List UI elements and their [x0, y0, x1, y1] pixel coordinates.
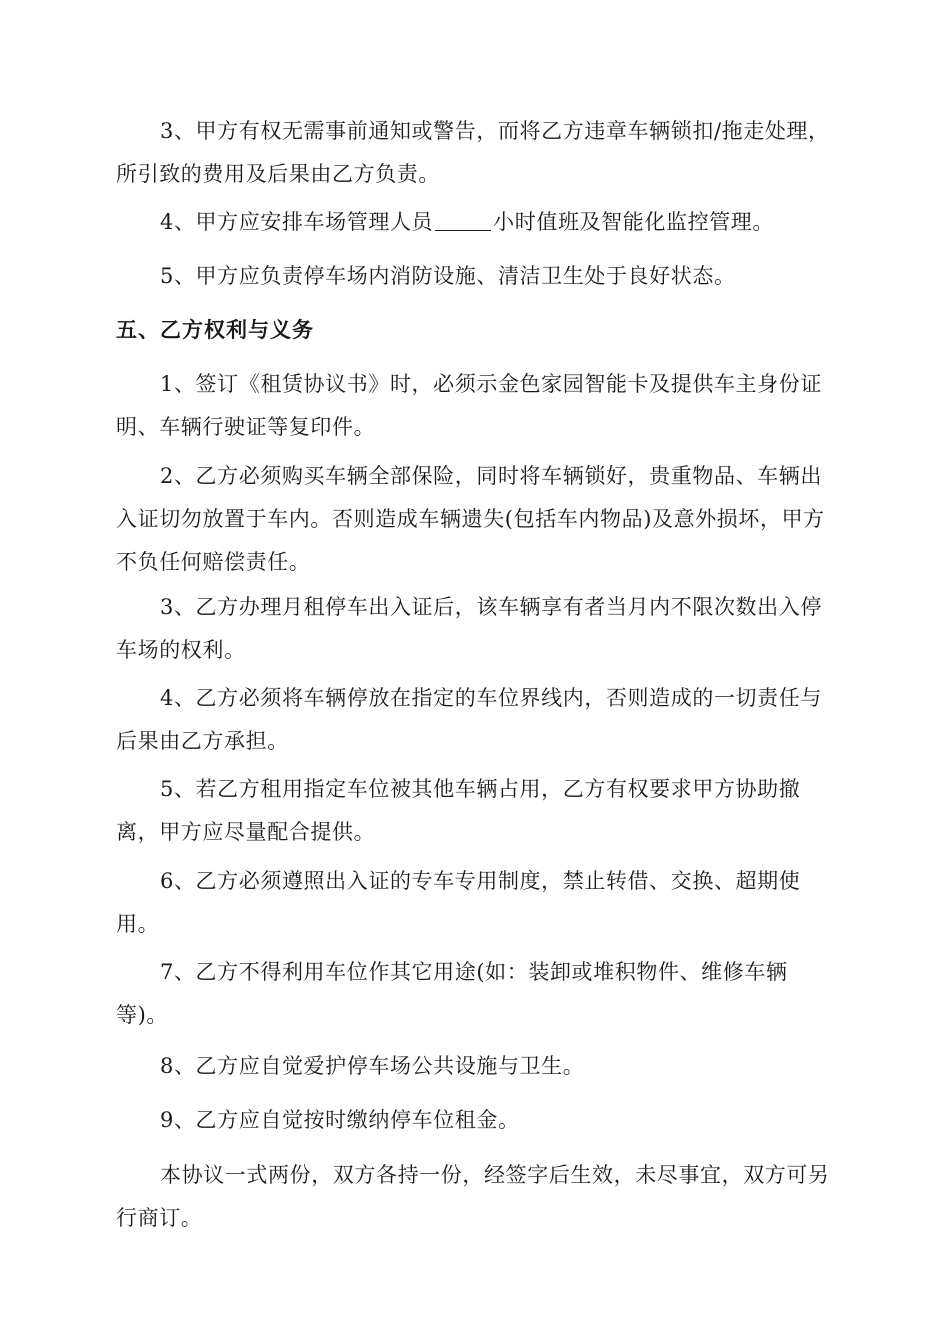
party-b-item-6: 6、乙方必须遵照出入证的专车专用制度，禁止转借、交换、超期使用。: [116, 869, 801, 936]
section-5-heading: 五、乙方权利与义务: [116, 318, 314, 342]
party-b-item-5: 5、若乙方租用指定车位被其他车辆占用，乙方有权要求甲方协助撤离，甲方应尽量配合提供。: [116, 777, 801, 844]
closing-paragraph: 本协议一式两份，双方各持一份，经签字后生效，未尽事宜，双方可另行商订。: [116, 1163, 830, 1230]
party-a-item-3: 3、甲方有权无需事前通知或警告，而将乙方违章车辆锁扣/拖走处理，所引致的费用及后果由乙方负责。: [116, 119, 830, 186]
party-b-item-2: 2、乙方必须购买车辆全部保险，同时将车辆锁好，贵重物品、车辆出入证切勿放置于车内。否则造成车辆遗失(包括车内物品)及意外损坏，甲方不负任何赔偿责任。: [116, 464, 825, 574]
party-b-item-1: 1、签订《租赁协议书》时，必须示金色家园智能卡及提供车主身份证明、车辆行驶证等复印件。: [116, 372, 822, 439]
party-b-item-9: 9、乙方应自觉按时缴纳停车位租金。: [160, 1108, 520, 1132]
party-a-item-5: 5、甲方应负责停车场内消防设施、清洁卫生处于良好状态。: [160, 264, 736, 288]
party-b-item-3: 3、乙方办理月租停车出入证后，该车辆享有者当月内不限次数出入停车场的权利。: [116, 595, 822, 662]
party-a-item-4-text-before: 4、甲方应安排车场管理人员: [160, 210, 434, 234]
party-a-item-4-text-after: 小时值班及智能化监控管理。: [493, 210, 774, 234]
party-b-item-7: 7、乙方不得利用车位作其它用途(如：装卸或堆积物件、维修车辆等)。: [116, 960, 788, 1027]
hours-blank-field: [435, 210, 491, 231]
party-b-item-8: 8、乙方应自觉爱护停车场公共设施与卫生。: [160, 1054, 585, 1078]
party-b-item-4: 4、乙方必须将车辆停放在指定的车位界线内，否则造成的一切责任与后果由乙方承担。: [116, 686, 822, 753]
party-a-item-4: [116, 201, 836, 244]
